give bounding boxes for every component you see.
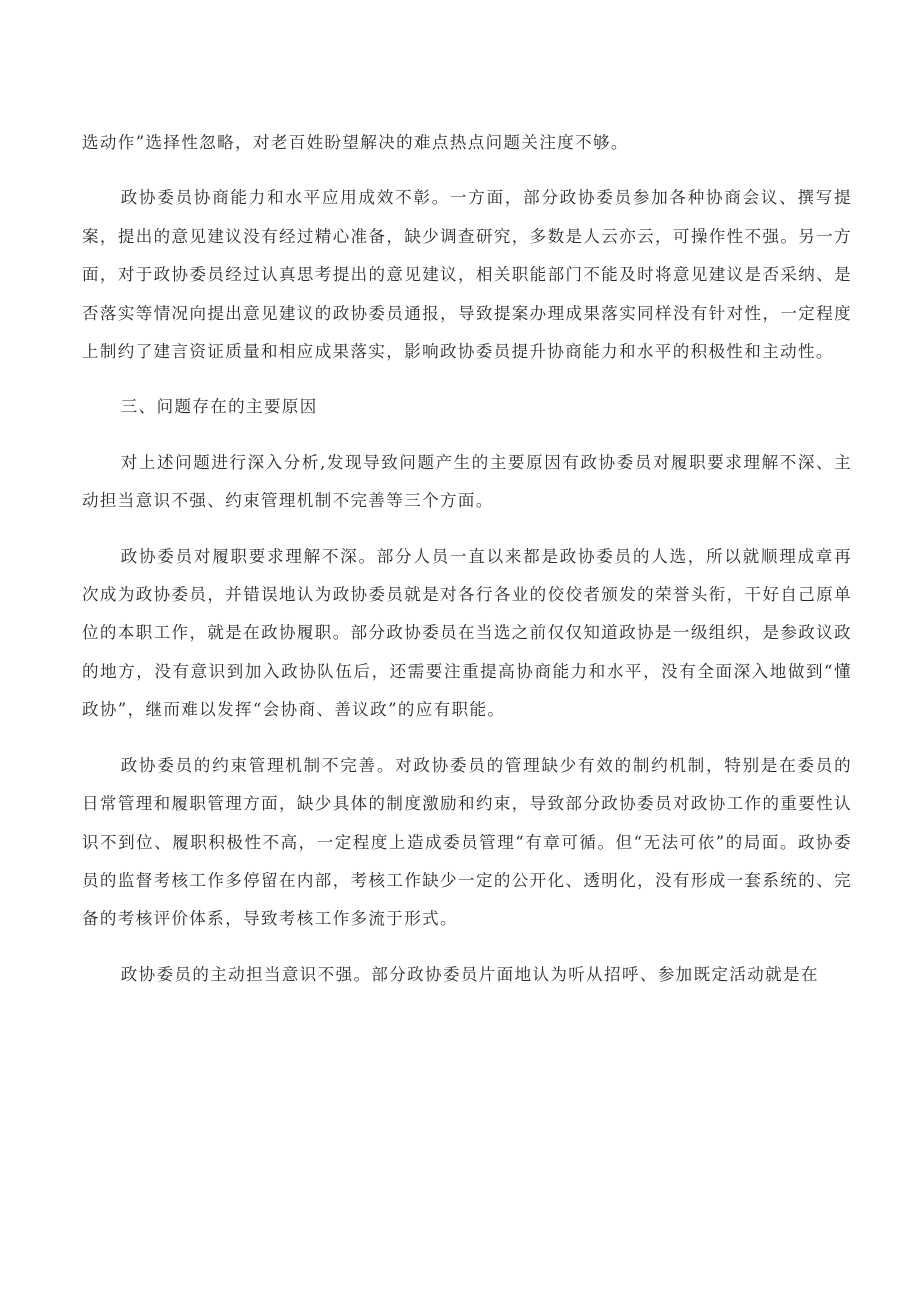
paragraph-management-mechanism: 政协委员的约束管理机制不完善。对政协委员的管理缺少有效的制约机制，特别是在委员的日常管理和履职管理方面，缺少具体的制度激励和约束，导致部分政协委员对政协工作的重要性认识不到位、履职积极性不高，一定程度上造成委员管理“有章可循。但“无法可依”的局面。政协委员的监督考核工作多停留在内部，考核工作缺少一定的公开化、透明化，没有形成一套系统的、完备的考核评价体系，导致考核工作多流于形式。	[82, 755, 852, 929]
paragraph-initiative: 政协委员的主动担当意识不强。部分政协委员片面地认为听从招呼、参加既定活动就是在	[120, 964, 819, 984]
section-heading-main-causes: 三、问题存在的主要原因	[120, 397, 318, 417]
paragraph-consultation-capacity: 政协委员协商能力和水平应用成效不彰。一方面，部分政协委员参加各种协商会议、撰写提案，提出的意见建议没有经过精心准备，缺少调查研究，多数是人云亦云，可操作性不强。另一方面，对于政协委员经过认真思考提出的意见建议，相关职能部门不能及时将意见建议是否采纳、是否落实等情况向提出意见建议的政协委员通报，导致提案办理成果落实同样没有针对性，一定程度上制约了建言资证质量和相应成果落实，影响政协委员提升协商能力和水平的积极性和主动性。	[82, 188, 852, 362]
paragraph-continuation: 选动作”选择性忽略，对老百姓盼望解决的难点热点问题关注度不够。	[82, 133, 629, 152]
paragraph-analysis-summary: 对上述问题进行深入分析,发现导致问题产生的主要原因有政协委员对履职要求理解不深、主动担当意识不强、约束管理机制不完善等三个方面。	[82, 452, 852, 511]
paragraph-understanding: 政协委员对履职要求理解不深。部分人员一直以来都是政协委员的人选，所以就顺理成章再次成为政协委员，并错误地认为政协委员就是对各行各业的佼佼者颁发的荣誉头衔，干好自己原单位的本职工作，就是在政协履职。部分政协委员在当选之前仅仅知道政协是一级组织，是参政议政的地方，没有意识到加入政协队伍后，还需要注重提高协商能力和水平，没有全面深入地做到“懂政协”，继而难以发挥“会协商、善议政”的应有职能。	[82, 546, 852, 720]
document-body	[82, 124, 852, 1011]
